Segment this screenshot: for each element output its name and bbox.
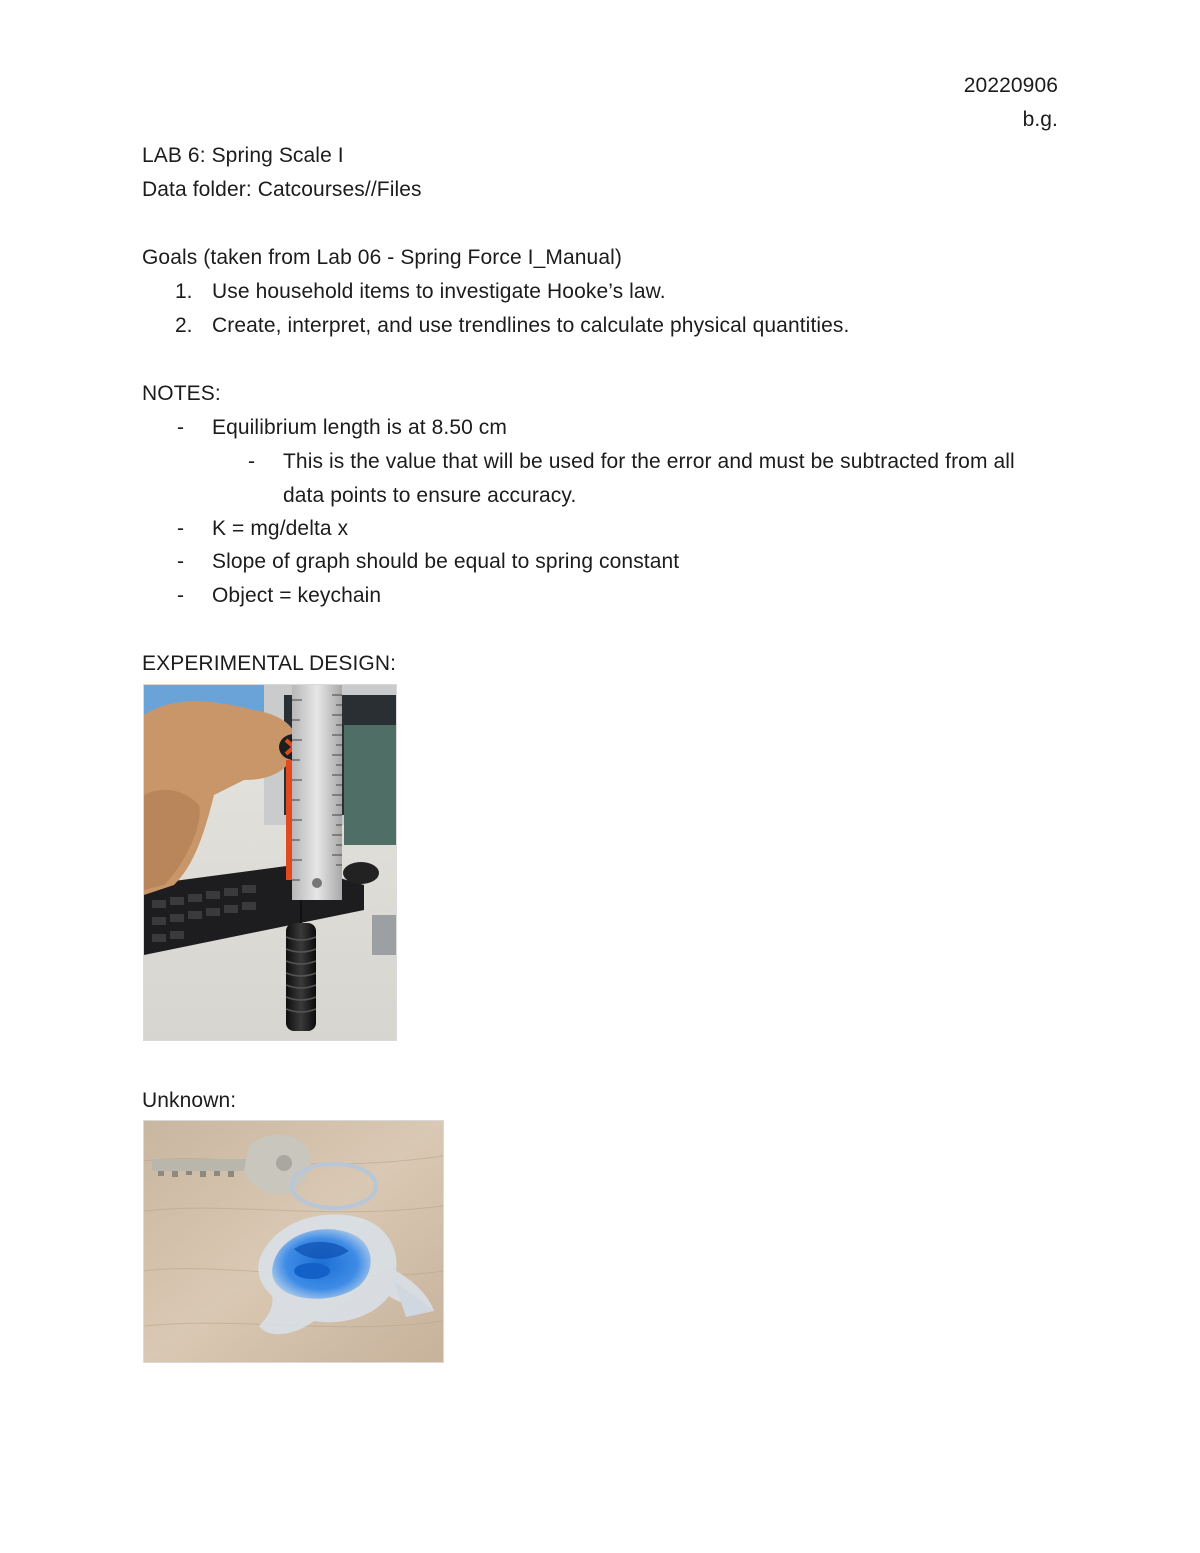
lab-title: LAB 6: Spring Scale I — [142, 144, 344, 167]
goal-number: 2. — [175, 314, 193, 337]
experimental-design-heading: EXPERIMENTAL DESIGN: — [142, 652, 397, 675]
note-sub-item-line2: data points to ensure accuracy. — [283, 484, 577, 507]
bullet-dash: - — [177, 416, 184, 439]
spring-scale-illustration — [144, 685, 396, 1040]
goal-item: Use household items to investigate Hooke’s law. — [212, 280, 666, 303]
sub-bullet-dash: - — [248, 450, 255, 473]
goal-item: Create, interpret, and use trendlines to calculate physical quantities. — [212, 314, 850, 337]
note-item: K = mg/delta x — [212, 517, 349, 540]
keychain-illustration — [144, 1121, 443, 1362]
bullet-dash: - — [177, 550, 184, 573]
bullet-dash: - — [177, 517, 184, 540]
goals-heading: Goals (taken from Lab 06 - Spring Force I_Manual) — [142, 246, 622, 269]
author-initials: b.g. — [1022, 108, 1058, 131]
notes-heading: NOTES: — [142, 382, 221, 405]
unknown-heading: Unknown: — [142, 1089, 237, 1112]
data-folder-line: Data folder: Catcourses//Files — [142, 178, 422, 201]
note-sub-item-line1: This is the value that will be used for the error and must be subtracted from all — [283, 450, 1015, 473]
bullet-dash: - — [177, 584, 184, 607]
note-item: Object = keychain — [212, 584, 382, 607]
date-stamp: 20220906 — [963, 74, 1058, 97]
keychain-photo — [143, 1120, 444, 1363]
note-item: Equilibrium length is at 8.50 cm — [212, 416, 508, 439]
note-item: Slope of graph should be equal to spring constant — [212, 550, 680, 573]
goal-number: 1. — [175, 280, 193, 303]
spring-scale-photo — [143, 684, 397, 1041]
